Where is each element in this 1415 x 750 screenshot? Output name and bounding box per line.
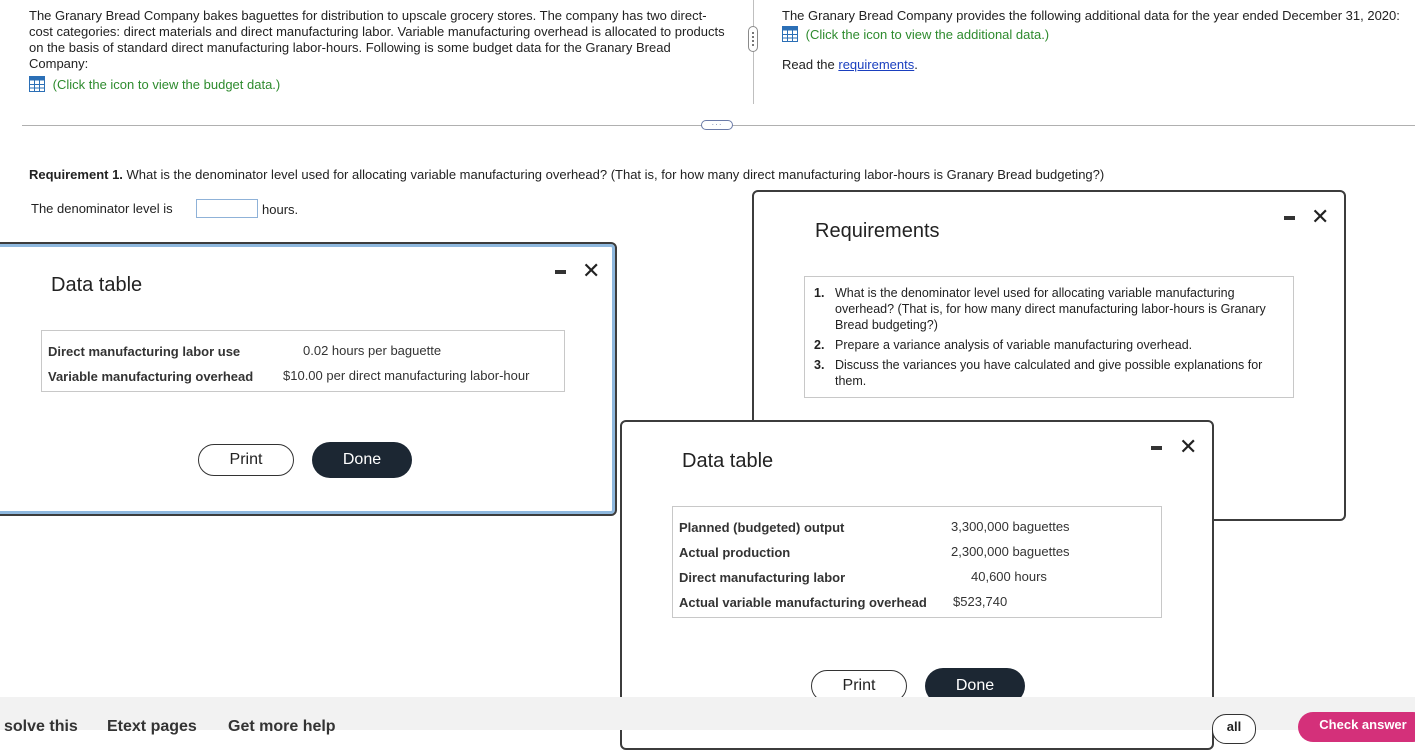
item-text: Prepare a variance analysis of variable manufacturing overhead.: [835, 338, 1193, 352]
requirements-list: [805, 285, 1293, 389]
requirement-item: [805, 357, 1293, 389]
right-intro: [782, 8, 1412, 73]
additional-data-link-row[interactable]: [782, 26, 1412, 43]
left-intro: [29, 8, 729, 93]
budget-data-link-row[interactable]: [29, 76, 729, 93]
table-icon[interactable]: [782, 26, 798, 42]
table-row-value: 2,300,000 baguettes: [951, 544, 1070, 559]
table-row-label: Direct manufacturing labor: [679, 570, 846, 585]
solve-this-button[interactable]: solve this: [4, 718, 78, 735]
budget-data-link[interactable]: (Click the icon to view the budget data.): [52, 77, 281, 92]
check-answer-button[interactable]: Check answer: [1298, 712, 1415, 742]
close-icon[interactable]: ✕: [1179, 434, 1198, 459]
requirement-item: [805, 285, 1293, 333]
additional-data-table: [672, 506, 1162, 618]
clear-all-button[interactable]: all: [1212, 714, 1256, 744]
bottom-toolbar: [0, 697, 1415, 730]
denominator-row: [31, 201, 299, 217]
hours-label: hours.: [262, 202, 299, 217]
print-button[interactable]: Print: [198, 444, 294, 476]
requirement-text: What is the denominator level used for allocating variable manufacturing overhead? (That is, for how many direct manufacturing labor-hours is Granary Bread budgeting?): [122, 167, 1105, 182]
print-button[interactable]: Print: [811, 670, 907, 702]
denominator-input[interactable]: [196, 199, 258, 218]
table-icon[interactable]: [29, 76, 45, 92]
done-button[interactable]: Done: [312, 442, 412, 478]
read-suffix: .: [914, 57, 918, 72]
table-row-value: 3,300,000 baguettes: [951, 519, 1070, 534]
budget-data-table: [41, 330, 565, 392]
table-row-value: 0.02 hours per baguette: [303, 343, 442, 358]
minimize-icon[interactable]: [555, 270, 566, 274]
table-row-label: Actual variable manufacturing overhead: [679, 595, 927, 610]
denominator-label: The denominator level is: [31, 201, 173, 216]
item-number: 1.: [814, 286, 825, 300]
requirement-question: [29, 167, 1104, 182]
modal-title: Requirements: [815, 220, 940, 242]
close-icon[interactable]: ✕: [582, 258, 601, 283]
etext-pages-button[interactable]: Etext pages: [107, 718, 197, 735]
minimize-icon[interactable]: [1151, 446, 1162, 450]
item-number: 3.: [814, 358, 825, 372]
item-number: 2.: [814, 338, 825, 352]
modal-title: Data table: [51, 274, 143, 296]
minimize-icon[interactable]: [1284, 216, 1295, 220]
table-row-value: 40,600 hours: [971, 569, 1047, 584]
done-button[interactable]: Done: [925, 668, 1025, 704]
requirement-item: [805, 337, 1293, 353]
close-icon[interactable]: ✕: [1311, 204, 1330, 229]
intro-text: The Granary Bread Company bakes baguettes for distribution to upscale grocery stores. The company has two direct-cost categories: direct materials and direct manufacturing labor. Variable manufacturing overhead is allocated to products on the basis of standard direct manufacturing labor-hours. Following is some budget data for the Granary Bread Company:: [29, 8, 725, 71]
expand-handle[interactable]: ···: [701, 120, 733, 130]
read-prefix: Read the: [782, 57, 839, 72]
requirements-list-box: [804, 276, 1294, 398]
table-row-value: $10.00 per direct manufacturing labor-hour: [283, 368, 530, 383]
item-text: What is the denominator level used for allocating variable manufacturing overhead? (That is, for how many direct manufacturing labor-hours is Granary Bread budgeting?): [835, 286, 1266, 332]
table-row-label: Variable manufacturing overhead: [48, 369, 254, 384]
additional-data-text: The Granary Bread Company provides the following additional data for the year ended December 31, 2020:: [782, 8, 1400, 23]
additional-data-link[interactable]: (Click the icon to view the additional data.): [805, 27, 1050, 42]
modal-title: Data table: [682, 450, 774, 472]
item-text: Discuss the variances you have calculated and give possible explanations for them.: [835, 358, 1263, 388]
read-requirements: [782, 57, 1412, 73]
split-divider: [753, 0, 754, 104]
requirements-link[interactable]: requirements: [838, 57, 915, 72]
split-drag-handle[interactable]: [748, 26, 758, 52]
table-row-label: Actual production: [679, 545, 791, 560]
table-row-label: Planned (budgeted) output: [679, 520, 845, 535]
requirement-label: Requirement 1.: [29, 167, 123, 182]
get-more-help-button[interactable]: Get more help: [228, 718, 336, 735]
budget-data-modal: [0, 242, 617, 516]
table-row-label: Direct manufacturing labor use: [48, 344, 241, 359]
table-row-value: $523,740: [953, 594, 1008, 609]
